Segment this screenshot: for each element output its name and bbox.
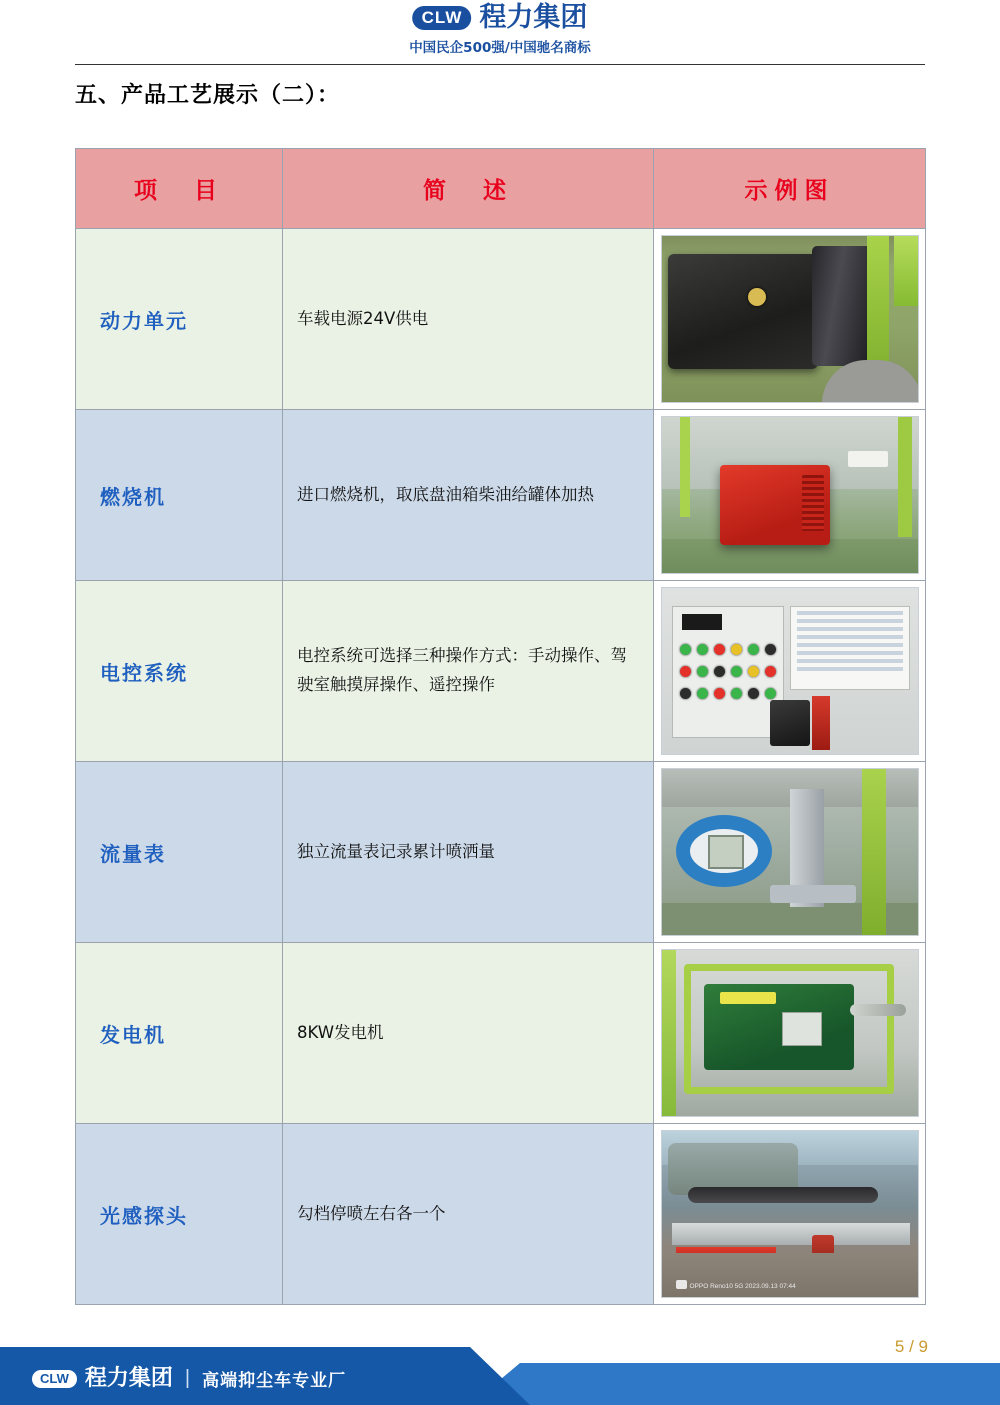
- row-description: 8KW发电机: [283, 943, 654, 1124]
- camera-icon: [676, 1280, 687, 1289]
- column-header-description: 简 述: [283, 149, 654, 229]
- row-item-label: 动力单元: [76, 229, 283, 410]
- clw-logo-badge: CLW: [413, 6, 472, 30]
- generator-photo: [661, 949, 919, 1117]
- table-row: [76, 229, 926, 410]
- burner-photo: [661, 416, 919, 574]
- footer-company-name: 程力集团: [84, 1365, 173, 1391]
- table-row: [76, 943, 926, 1124]
- row-description: 勾档停喷左右各一个: [283, 1124, 654, 1305]
- row-description: 进口燃烧机，取底盘油箱柴油给罐体加热: [283, 410, 654, 581]
- footer-logo: [32, 1366, 346, 1391]
- row-image-cell: [654, 943, 926, 1124]
- row-image-cell: [654, 229, 926, 410]
- row-item-label: 燃烧机: [76, 410, 283, 581]
- footer-tagline: 高端抑尘车专业厂: [202, 1371, 347, 1391]
- power-unit-photo: [661, 235, 919, 403]
- light-sensor-photo: [661, 1130, 919, 1298]
- company-tagline: 中国民企500强/中国驰名商标: [409, 40, 591, 56]
- row-image-cell: [654, 581, 926, 762]
- header-divider: [75, 64, 925, 65]
- row-image-cell: [654, 410, 926, 581]
- page-header: [0, 0, 1000, 68]
- flow-meter-photo: [661, 768, 919, 936]
- control-cabinet-photo: [661, 587, 919, 755]
- table-row: [76, 762, 926, 943]
- page-number: 5 / 9: [894, 1337, 928, 1356]
- row-image-cell: [654, 762, 926, 943]
- table-row: [76, 1124, 926, 1305]
- row-description: 电控系统可选择三种操作方式：手动操作、驾驶室触摸屏操作、遥控操作: [283, 581, 654, 762]
- page-footer: [0, 1337, 1000, 1405]
- footer-divider: |: [184, 1367, 191, 1389]
- row-image-cell: [654, 1124, 926, 1305]
- row-description: 车载电源24V供电: [283, 229, 654, 410]
- table-header-row: [76, 149, 926, 229]
- table-row: [76, 410, 926, 581]
- page-title: 五、产品工艺展示（二）：: [75, 83, 341, 108]
- column-header-item: 项 目: [76, 149, 283, 229]
- row-item-label: 发电机: [76, 943, 283, 1124]
- table-row: [76, 581, 926, 762]
- product-process-table: [75, 148, 926, 1305]
- company-logo: [409, 4, 591, 56]
- clw-logo-badge-footer: CLW: [32, 1370, 77, 1388]
- column-header-example-image: 示例图: [654, 149, 926, 229]
- row-item-label: 流量表: [76, 762, 283, 943]
- photo-timestamp: OPPO Reno10 5G 2023.09.13 07:44: [689, 1282, 796, 1290]
- company-name: 程力集团: [479, 2, 588, 33]
- row-item-label: 电控系统: [76, 581, 283, 762]
- row-description: 独立流量表记录累计喷洒量: [283, 762, 654, 943]
- row-item-label: 光感探头: [76, 1124, 283, 1305]
